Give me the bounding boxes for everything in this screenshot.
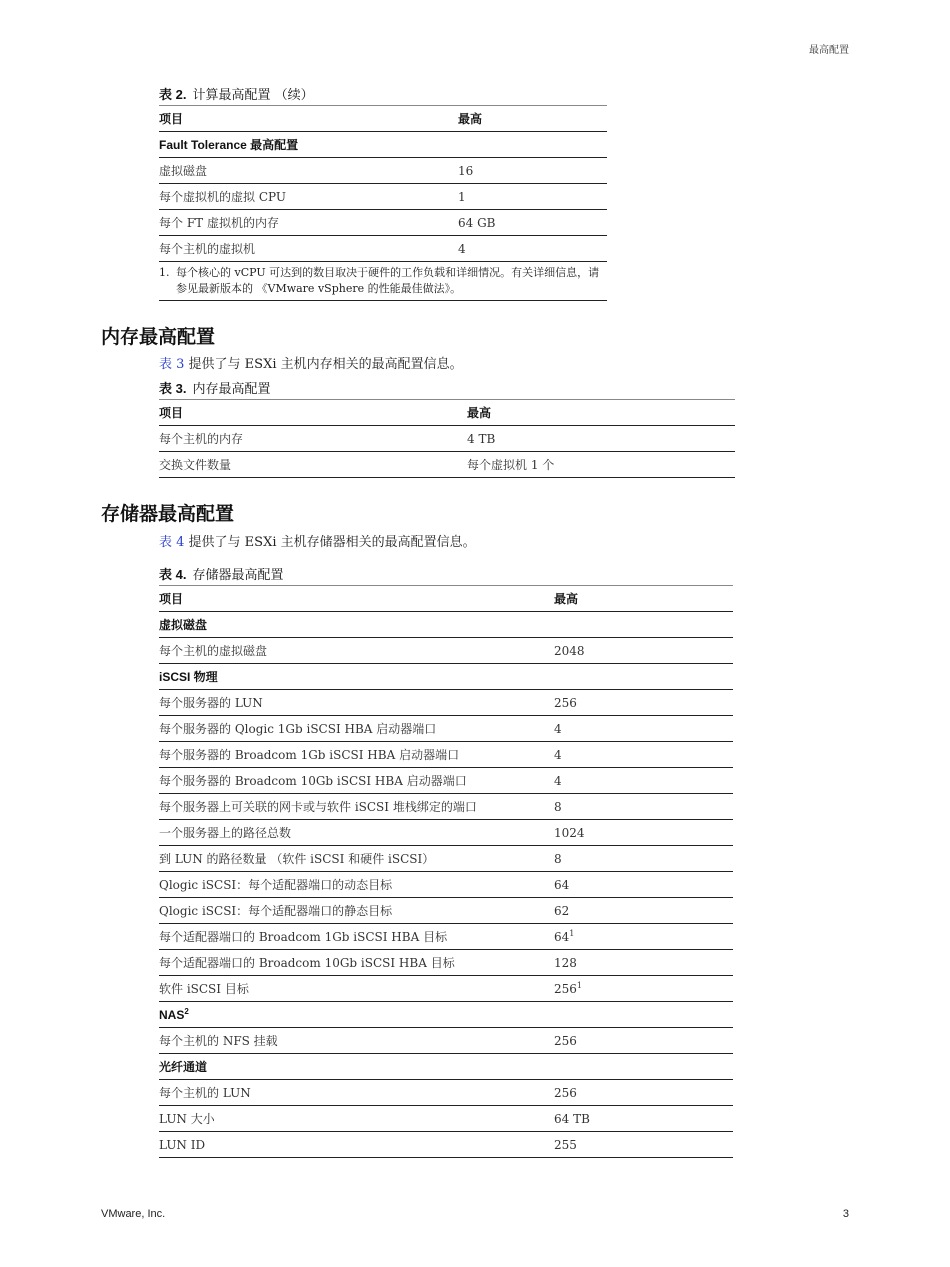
item-cell: 每个适配器端口的 Broadcom 10Gb iSCSI HBA 目标 (159, 950, 554, 976)
max-value: 8 (554, 799, 562, 814)
group-label: iSCSI 物理 (159, 670, 218, 684)
memory-intro-text: 提供了与 ESXi 主机内存相关的最高配置信息。 (184, 357, 463, 372)
max-value: 2048 (554, 643, 585, 658)
table3-caption (159, 378, 270, 397)
table2-caption-number: 表 2. (159, 87, 187, 102)
table4-link[interactable]: 表 4 (159, 535, 185, 550)
max-value: 256 (554, 695, 577, 710)
item-cell: 每个适配器端口的 Broadcom 1Gb iSCSI HBA 目标 (159, 924, 554, 950)
max-value: 4 (554, 747, 562, 762)
column-header-item: 项目 (159, 400, 467, 426)
item-cell: Qlogic iSCSI：每个适配器端口的动态目标 (159, 872, 554, 898)
table-row (159, 872, 733, 898)
table-row (159, 716, 733, 742)
max-cell (554, 1132, 733, 1158)
table-group-row (159, 1002, 733, 1028)
table-row (159, 898, 733, 924)
item-cell: 每个主机的 NFS 挂载 (159, 1028, 554, 1054)
section-heading-storage: 存储器最高配置 (101, 503, 235, 525)
max-cell: 4 TB (467, 426, 735, 452)
footnote-ref: 2 (184, 1006, 189, 1016)
max-cell (554, 638, 733, 664)
table4-caption-number: 表 4. (159, 567, 187, 582)
table-row (159, 158, 607, 184)
footer-company: VMware, Inc. (101, 1208, 166, 1220)
max-cell (554, 716, 733, 742)
max-cell (554, 976, 733, 1002)
item-cell: 软件 iSCSI 目标 (159, 976, 554, 1002)
table3-caption-number: 表 3. (159, 381, 187, 396)
table4-caption (159, 564, 283, 583)
table-row (159, 1132, 733, 1158)
footnote-text: 每个核心的 vCPU 可达到的数目取决于硬件的工作负载和详细情况。有关详细信息，请参见最新版本的 《VMware vSphere 的性能最佳做法》。 (176, 266, 600, 295)
max-value: 64 (554, 877, 570, 892)
item-cell: 交换文件数量 (159, 452, 467, 478)
footer-page-number: 3 (842, 1208, 849, 1220)
item-cell: 每个主机的虚拟机 (159, 236, 458, 262)
column-header-item: 项目 (159, 106, 458, 132)
table-footnote (159, 262, 607, 301)
item-cell: 到 LUN 的路径数量 （软件 iSCSI 和硬件 iSCSI） (159, 846, 554, 872)
table-group-row (159, 612, 733, 638)
group-label-cell (159, 1002, 733, 1028)
max-cell (554, 742, 733, 768)
item-cell: 每个主机的 LUN (159, 1080, 554, 1106)
table-group-row (159, 1054, 733, 1080)
max-cell (554, 1028, 733, 1054)
section-heading-memory: 内存最高配置 (101, 326, 216, 348)
item-cell: 每个服务器的 Broadcom 1Gb iSCSI HBA 启动器端口 (159, 742, 554, 768)
max-value: 256 (554, 981, 577, 996)
table-row (159, 794, 733, 820)
column-header-max: 最高 (458, 106, 607, 132)
table-row (159, 1080, 733, 1106)
max-value: 4 (554, 773, 562, 788)
table-row (159, 236, 607, 262)
max-value: 8 (554, 851, 562, 866)
group-label-cell (159, 664, 733, 690)
running-header: 最高配置 (809, 45, 849, 56)
column-header-item: 项目 (159, 586, 554, 612)
group-label-cell (159, 612, 733, 638)
max-cell (554, 924, 733, 950)
max-cell (554, 794, 733, 820)
item-cell: Qlogic iSCSI：每个适配器端口的静态目标 (159, 898, 554, 924)
table-header-row (159, 106, 607, 132)
max-value: 62 (554, 903, 570, 918)
table-header-row (159, 586, 733, 612)
table-row (159, 452, 735, 478)
item-cell: LUN 大小 (159, 1106, 554, 1132)
footnote-number: 1. (159, 266, 170, 279)
max-value: 256 (554, 1033, 577, 1048)
item-cell: 每个服务器上可关联的网卡或与软件 iSCSI 堆栈绑定的端口 (159, 794, 554, 820)
table3-link[interactable]: 表 3 (159, 357, 185, 372)
memory-intro (159, 353, 463, 372)
max-cell (554, 690, 733, 716)
table-row (159, 768, 733, 794)
table2-caption (159, 84, 314, 103)
item-cell: 每个服务器的 Broadcom 10Gb iSCSI HBA 启动器端口 (159, 768, 554, 794)
max-cell (554, 820, 733, 846)
max-cell: 每个虚拟机 1 个 (467, 452, 735, 478)
max-cell: 1 (458, 184, 607, 210)
max-value: 64 (554, 929, 570, 944)
max-cell: 16 (458, 158, 607, 184)
storage-intro (159, 531, 476, 550)
max-value: 1024 (554, 825, 585, 840)
max-cell: 64 GB (458, 210, 607, 236)
table-row (159, 426, 735, 452)
table-footnote-row (159, 262, 607, 301)
group-label: 光纤通道 (159, 1060, 208, 1074)
item-cell: 每个 FT 虚拟机的内存 (159, 210, 458, 236)
item-cell: 虚拟磁盘 (159, 158, 458, 184)
max-cell (554, 950, 733, 976)
max-cell (554, 898, 733, 924)
max-cell (554, 846, 733, 872)
table-row (159, 742, 733, 768)
max-value: 256 (554, 1085, 577, 1100)
item-cell: 每个主机的内存 (159, 426, 467, 452)
table-row (159, 924, 733, 950)
group-label: NAS (159, 1007, 185, 1022)
table-row (159, 1106, 733, 1132)
table4-caption-title: 存储器最高配置 (192, 568, 284, 583)
table-row (159, 210, 607, 236)
table2 (159, 105, 607, 301)
table-row (159, 846, 733, 872)
table-row (159, 1028, 733, 1054)
max-value: 64 TB (554, 1111, 590, 1126)
footnote-ref: 1 (576, 980, 582, 990)
max-cell (554, 872, 733, 898)
table-row (159, 976, 733, 1002)
max-value: 128 (554, 955, 577, 970)
table-row (159, 950, 733, 976)
column-header-max: 最高 (554, 586, 733, 612)
storage-intro-text: 提供了与 ESXi 主机存储器相关的最高配置信息。 (184, 535, 476, 550)
item-cell: 一个服务器上的路径总数 (159, 820, 554, 846)
table3-caption-title: 内存最高配置 (192, 382, 271, 397)
group-label: 虚拟磁盘 (159, 618, 208, 632)
max-value: 4 (554, 721, 562, 736)
group-label: Fault Tolerance 最高配置 (159, 132, 607, 158)
footnote-ref: 1 (569, 928, 575, 938)
table-group-row (159, 132, 607, 158)
table4 (159, 585, 733, 1158)
table-row (159, 184, 607, 210)
item-cell: LUN ID (159, 1132, 554, 1158)
max-cell: 4 (458, 236, 607, 262)
item-cell: 每个服务器的 Qlogic 1Gb iSCSI HBA 启动器端口 (159, 716, 554, 742)
table3 (159, 399, 735, 478)
table-group-row (159, 664, 733, 690)
table-row (159, 690, 733, 716)
item-cell: 每个虚拟机的虚拟 CPU (159, 184, 458, 210)
column-header-max: 最高 (467, 400, 735, 426)
item-cell: 每个主机的虚拟磁盘 (159, 638, 554, 664)
max-cell (554, 1106, 733, 1132)
max-cell (554, 1080, 733, 1106)
table-row (159, 820, 733, 846)
max-cell (554, 768, 733, 794)
table-header-row (159, 400, 735, 426)
table2-caption-title: 计算最高配置 （续） (192, 88, 314, 103)
item-cell: 每个服务器的 LUN (159, 690, 554, 716)
table-row (159, 638, 733, 664)
max-value: 255 (554, 1137, 577, 1152)
group-label-cell (159, 1054, 733, 1080)
